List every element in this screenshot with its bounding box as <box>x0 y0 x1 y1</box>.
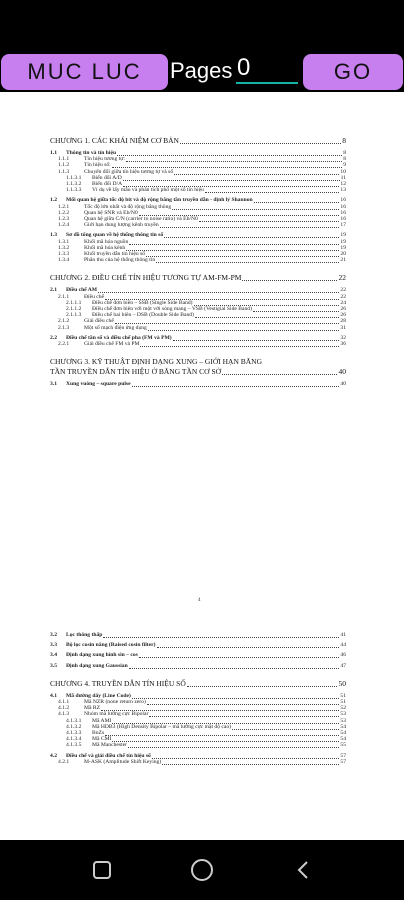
entry-title: Phân thu của hệ thống thông tin <box>84 257 156 264</box>
dotted-leader <box>156 261 339 263</box>
entry-page-number: 16 <box>340 203 346 210</box>
entry-number: 4.2.1 <box>58 758 70 765</box>
entry-title: Khối mã hóa kênh <box>84 244 126 251</box>
entry-number: 1.2.4 <box>58 222 70 229</box>
entry-title: Biến đổi A/D <box>92 174 122 181</box>
entry-page-number: 26 <box>340 306 346 312</box>
entry-number: 2.1.3 <box>58 324 70 331</box>
entry-title: Tín hiệu số: <box>84 162 111 169</box>
entry-page-number: 28 <box>340 318 346 325</box>
entry-number: 2.1.1.1 <box>66 299 82 306</box>
entry-number: 4.2 <box>50 752 57 759</box>
entry-page-number: 40 <box>338 367 346 377</box>
entry-title: Điều chế tần số và điều chế pha (FM và PM) <box>66 334 172 341</box>
entry-page-number: 32 <box>340 334 346 341</box>
entry-title: Điều chế <box>84 293 105 300</box>
entry-number: 1.3.1 <box>58 238 70 245</box>
document-viewer[interactable] <box>0 92 404 840</box>
entry-number: 4.1.3.1 <box>66 717 82 724</box>
dotted-leader <box>152 757 339 759</box>
entry-page-number: 19 <box>340 232 346 239</box>
home-icon[interactable] <box>188 856 216 884</box>
entry-title: Định dạng xung hình sin – cos <box>66 652 138 659</box>
entry-number: 1.2.2 <box>58 209 70 216</box>
dotted-leader <box>232 728 339 730</box>
entry-page-number: 19 <box>340 238 346 245</box>
entry-page-number: 16 <box>340 197 346 204</box>
entry-title: M-ASK (Amplitude Shift Keying) <box>84 758 162 765</box>
entry-title: Mã Manchester <box>92 742 127 749</box>
entry-number: 2.1.1 <box>58 293 70 300</box>
entry-page-number: 22 <box>338 273 346 283</box>
dotted-leader <box>160 226 339 228</box>
entry-number: 1.1.3.1 <box>66 174 82 181</box>
entry-title: Tốc độ lớn nhất và độ rộng băng thông <box>84 203 172 210</box>
entry-number: 1.2.3 <box>58 216 70 222</box>
entry-number: 1.1.3.2 <box>66 181 82 187</box>
entry-page-number: 16 <box>340 216 346 222</box>
entry-page-number: 52 <box>340 705 346 712</box>
entry-title: Mã AMI <box>92 717 112 724</box>
dotted-leader <box>126 249 339 251</box>
dotted-leader <box>98 291 339 293</box>
entry-page-number: 31 <box>340 324 346 331</box>
entry-number: 2.1 <box>50 287 57 294</box>
entry-title: Mã RZ <box>84 705 101 712</box>
entry-title: Chuyển đổi giữa tín hiệu tương tự và số <box>84 168 174 175</box>
dotted-leader <box>132 697 339 699</box>
entry-number: 2.1.2 <box>58 318 70 325</box>
entry-number: 4.1.3.3 <box>66 730 82 736</box>
android-navigation-bar <box>0 840 404 900</box>
dotted-leader <box>129 243 339 245</box>
recents-icon[interactable] <box>88 856 116 884</box>
entry-page-number: 19 <box>340 244 346 251</box>
entry-title: Khối truyền dẫn tín hiệu số <box>84 251 146 257</box>
dotted-leader <box>149 715 339 717</box>
entry-title: Khối mã hóa nguồn <box>84 238 129 245</box>
entry-number: 1.1.3.3 <box>66 187 82 194</box>
entry-number: 1.2.1 <box>58 203 70 210</box>
entry-number: 4.1.3 <box>58 711 70 718</box>
dotted-leader <box>172 208 339 210</box>
entry-page-number: 26 <box>340 312 346 319</box>
entry-title: Điều chế đơn biên với một với sóng mang – VSB (Vestigial Side Band) <box>92 306 252 312</box>
entry-page-number: 22 <box>340 293 346 300</box>
entry-title: Thông tin và tín hiệu <box>66 150 117 156</box>
entry-page-number: 12 <box>340 181 346 187</box>
entry-page-number: 10 <box>340 168 346 175</box>
entry-page-number: 13 <box>340 187 346 194</box>
dotted-leader <box>254 201 339 203</box>
entry-title: Bộ lọc cosin nâng (Raised cosin filter) <box>66 642 156 649</box>
entry-title: Định dạng xung Gaussian <box>66 662 128 669</box>
entry-number: 2.2.1 <box>58 341 70 347</box>
dotted-leader <box>146 255 339 257</box>
entry-number: 1.3.2 <box>58 244 70 251</box>
entry-page-number: 47 <box>340 662 346 669</box>
dotted-leader <box>112 740 339 742</box>
dotted-leader <box>187 685 337 687</box>
top-toolbar <box>0 0 404 92</box>
entry-page-number: 8 <box>343 156 346 163</box>
entry-page-number: 8 <box>343 150 346 156</box>
chapter-title: CHƯƠNG 2. ĐIỀU CHẾ TÍN HIỆU TƯƠNG TỰ AM-FM-PM <box>50 273 242 283</box>
dotted-leader <box>164 236 339 238</box>
entry-number: 3.3 <box>50 642 57 649</box>
entry-page-number: 51 <box>340 699 346 705</box>
dotted-leader <box>222 373 337 375</box>
entry-page-number: 11 <box>340 174 346 181</box>
page-number-input[interactable] <box>236 54 298 88</box>
entry-title: Mã đường dây (Line Code) <box>66 692 131 699</box>
entry-page-number: 44 <box>340 642 346 649</box>
entry-title: Giải điều chế FM và PM <box>84 341 140 347</box>
entry-title: Xung vuông – square pulse <box>66 381 131 388</box>
entry-page-number: 55 <box>340 742 346 749</box>
entry-page-number: 54 <box>340 730 346 736</box>
dotted-leader <box>129 667 339 669</box>
dotted-leader <box>140 345 339 347</box>
entry-title: Điều chế hai biên – DSB (Double Side Band) <box>92 312 194 319</box>
entry-number: 4.1.1 <box>58 699 70 705</box>
dotted-leader <box>126 160 342 162</box>
dotted-leader <box>242 279 337 281</box>
entry-number: 3.1 <box>50 381 57 388</box>
chapter-title: CHƯƠNG 4. TRUYỀN DẪN TÍN HIỆU SỐ <box>50 678 186 688</box>
dotted-leader <box>147 703 339 705</box>
entry-title: Điều chế đơn biên – SSB (Single Side Band) <box>92 299 193 306</box>
chapter-title: CHƯƠNG 3. KỸ THUẬT ĐỊNH DẠNG XUNG – GIỚI HẠN BĂNG <box>50 357 262 367</box>
dotted-leader <box>174 173 339 175</box>
entry-page-number: 40 <box>340 381 346 388</box>
entry-page-number: 20 <box>340 251 346 257</box>
dotted-leader <box>157 646 339 648</box>
entry-number: 4.1.3.5 <box>66 742 82 749</box>
toc-page-2 <box>0 620 404 840</box>
entry-title: Giới hạn dung lượng kênh truyền <box>84 222 159 229</box>
dotted-leader <box>205 191 339 193</box>
entry-page-number: 53 <box>340 711 346 718</box>
entry-page-number: 57 <box>340 758 346 765</box>
entry-page-number: 54 <box>340 736 346 743</box>
entry-title: Một số mạch điện ứng dụng <box>84 324 147 331</box>
pages-label: Pages <box>170 58 233 83</box>
entry-title: Biến đổi D/A <box>92 181 123 187</box>
entry-number: 3.4 <box>50 652 57 659</box>
entry-title: Quan hệ giữa C/N (carrier to noise ratio) và Eb/N0 <box>84 216 198 222</box>
page-number-footer: 4 <box>198 598 201 603</box>
entry-title: Giải điều chế <box>84 318 114 325</box>
dotted-leader <box>162 763 339 765</box>
entry-page-number: 17 <box>340 222 346 229</box>
entry-number: 1.3 <box>50 232 57 239</box>
entry-page-number: 54 <box>340 723 346 730</box>
table-of-contents-button[interactable]: MUC LUC <box>1 54 168 90</box>
entry-title: Sơ đồ tổng quan về hệ thống thông tin số <box>66 232 164 239</box>
entry-page-number: 21 <box>340 257 346 264</box>
entry-title: Nhóm mã lưỡng cực Bipolar <box>84 711 149 718</box>
entry-number: 2.1.1.2 <box>66 306 82 312</box>
entry-page-number: 16 <box>340 209 346 216</box>
entry-title: BnZs <box>92 730 105 736</box>
entry-title: Ví dụ về lấy mẫu và phân tích phổ một số tín hiệu <box>92 187 204 194</box>
entry-number: 4.1.3.2 <box>66 723 82 730</box>
entry-number: 1.2 <box>50 197 57 204</box>
dotted-leader <box>195 316 339 318</box>
dotted-leader <box>173 339 339 341</box>
entry-number: 1.3.4 <box>58 257 70 264</box>
entry-title: Mối quan hệ giữa tốc độ bit và độ rộng băng tần truyền dẫn - định lý Shannon <box>66 197 253 204</box>
dotted-leader <box>253 310 339 312</box>
entry-number: 4.1 <box>50 692 57 699</box>
dotted-leader <box>180 142 341 144</box>
entry-number: 1.1.3 <box>58 168 70 175</box>
chapter-title-line2: TẦN TRUYỀN DẪN TÍN HIỆU Ở BĂNG TẦN CƠ SỞ <box>50 367 222 377</box>
entry-page-number: 41 <box>340 632 346 638</box>
entry-number: 4.1.2 <box>58 705 70 712</box>
chapter-title: CHƯƠNG 1. CÁC KHÁI NIỆM CƠ BẢN <box>50 136 179 145</box>
entry-page-number: 53 <box>340 717 346 724</box>
entry-page-number: 22 <box>340 287 346 294</box>
dotted-leader <box>117 154 342 156</box>
entry-title: Mã CMI <box>92 736 112 743</box>
dotted-leader <box>148 329 339 331</box>
entry-number: 1.3.3 <box>58 251 70 257</box>
go-button[interactable]: GO <box>303 54 403 90</box>
dotted-leader <box>123 179 340 181</box>
entry-title: Lọc thông thấp <box>66 632 103 638</box>
dotted-leader <box>139 656 339 658</box>
page-number-value: 0 <box>237 54 251 81</box>
entry-number: 1.1.1 <box>58 156 70 163</box>
entry-page-number: 9 <box>343 162 346 169</box>
entry-page-number: 46 <box>340 652 346 659</box>
entry-title: Điều chế và giải điều chế tín hiệu số <box>66 752 151 759</box>
entry-page-number: 36 <box>340 341 346 347</box>
entry-page-number: 57 <box>340 752 346 759</box>
entry-title: Mã NZR (none return zero) <box>84 699 146 705</box>
entry-page-number: 8 <box>342 136 346 145</box>
entry-number: 3.2 <box>50 632 57 638</box>
entry-number: 2.2 <box>50 334 57 341</box>
toc-page-1 <box>0 92 404 590</box>
entry-page-number: 51 <box>340 692 346 699</box>
entry-number: 1.1.2 <box>58 162 70 169</box>
entry-title: Tín hiệu tương tự: <box>84 156 125 163</box>
entry-number: 2.1.1.3 <box>66 312 82 319</box>
back-icon[interactable] <box>290 856 318 884</box>
entry-title: Mã HDB3 (High Density Bipolar – mã lưỡng cực mật độ cao) <box>92 723 232 730</box>
entry-title: Điều chế AM <box>66 287 98 294</box>
dotted-leader <box>128 746 339 748</box>
dotted-leader <box>115 322 339 324</box>
entry-number: 1.1 <box>50 150 57 156</box>
entry-page-number: 24 <box>340 299 346 306</box>
entry-title: Quan hệ SNR và Eb/N0 <box>84 209 138 216</box>
entry-page-number: 50 <box>338 678 346 688</box>
dotted-leader <box>132 385 339 387</box>
dotted-leader <box>105 734 339 736</box>
dotted-leader <box>199 220 339 222</box>
entry-number: 3.5 <box>50 662 57 669</box>
input-underline <box>236 82 298 84</box>
entry-number: 4.1.3.4 <box>66 736 82 743</box>
dotted-leader <box>103 636 339 638</box>
